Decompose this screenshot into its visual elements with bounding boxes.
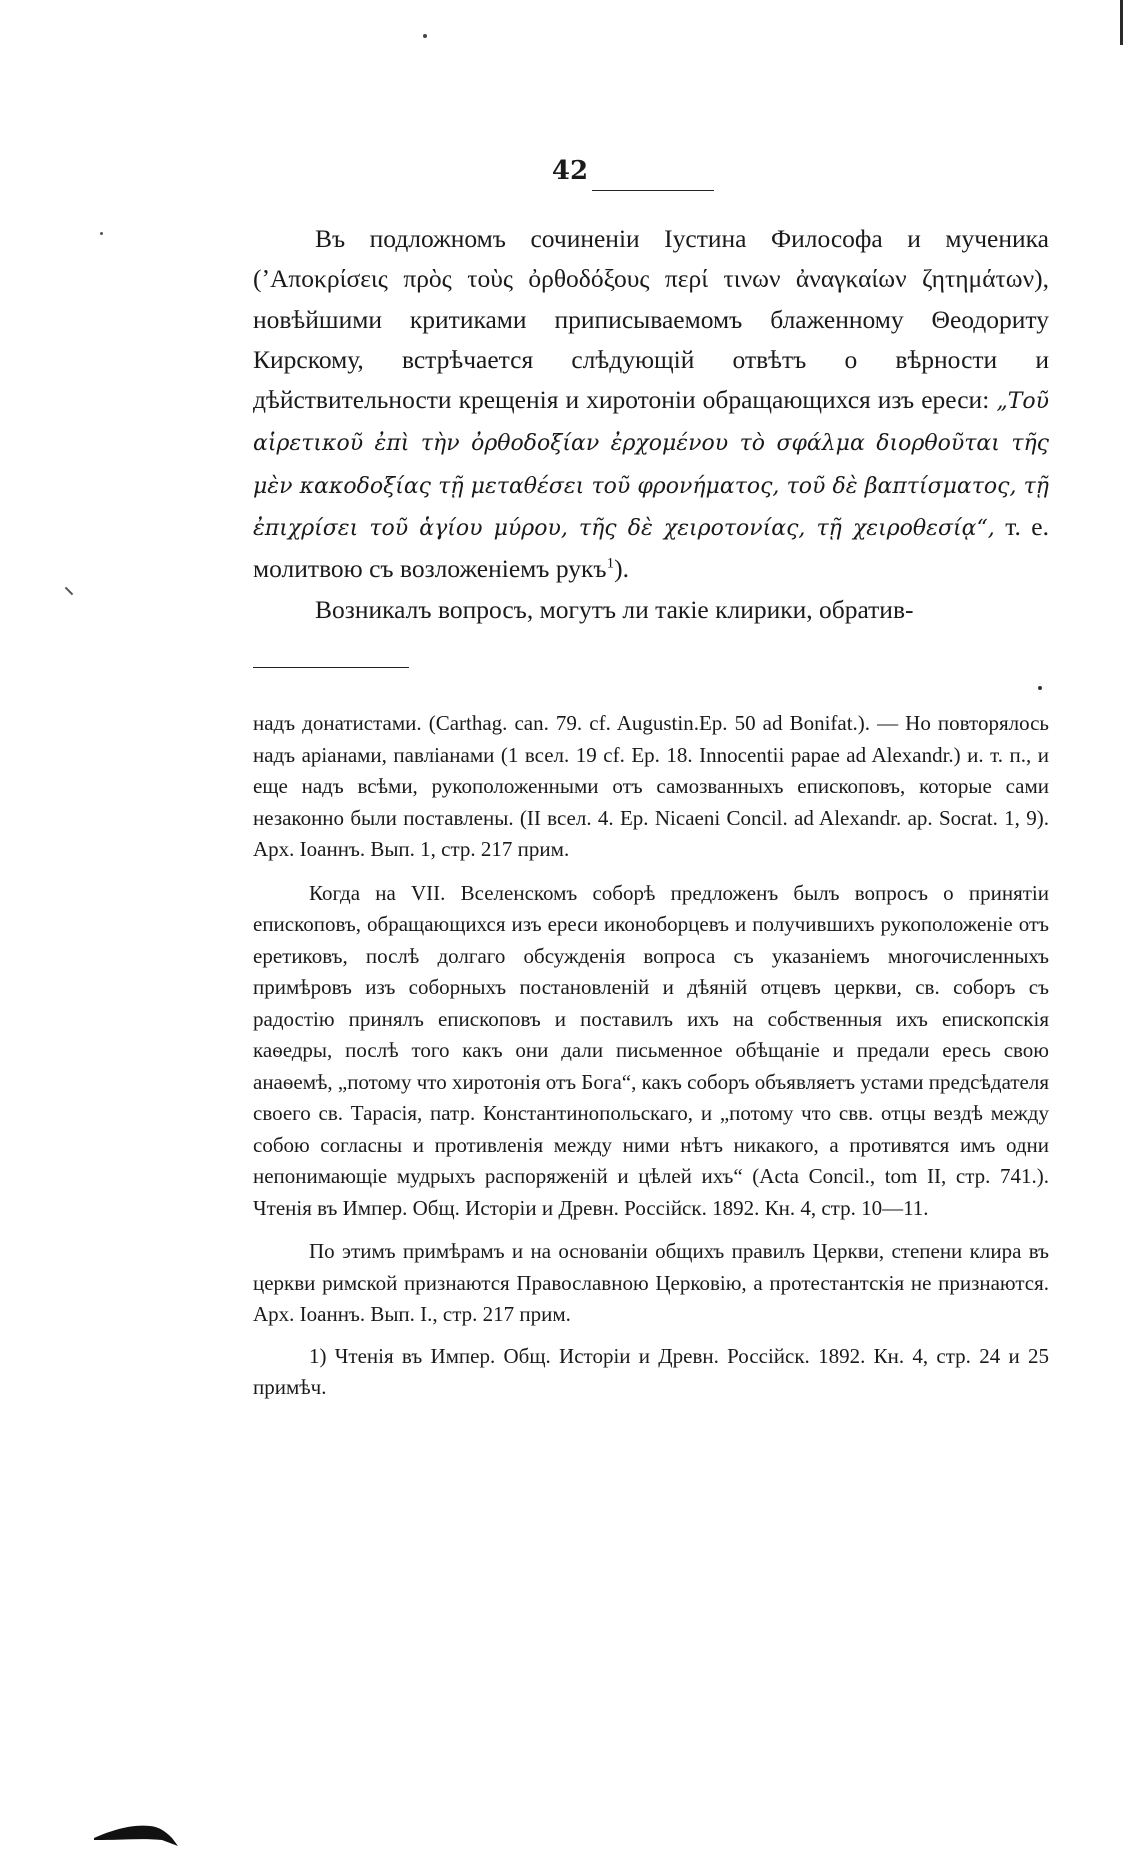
main-paragraph bbox=[253, 219, 1049, 590]
page-number: 42 bbox=[551, 156, 589, 186]
scan-speck bbox=[1038, 686, 1042, 690]
paragraph-text-end: т. е. молитвою съ возложеніемъ рукъ bbox=[253, 512, 1050, 584]
page-number-rule bbox=[592, 190, 714, 191]
ink-blot bbox=[92, 1816, 182, 1850]
paragraph-close: ). bbox=[614, 554, 629, 584]
footnote-marker[interactable]: 1 bbox=[606, 555, 615, 572]
scan-speck bbox=[65, 587, 73, 595]
footnotes-section bbox=[253, 708, 1049, 1404]
footnote-rule bbox=[253, 667, 409, 668]
scan-edge-line bbox=[1120, 0, 1123, 45]
footnote-1: 1) Чтенія въ Импер. Общ. Исторіи и Древн. Россійск. 1892. Кн. 4, стр. 24 и 25 примѣч. bbox=[253, 1343, 1049, 1399]
footnote-paragraph: Когда на VII. Вселенскомъ соборѣ предложенъ былъ вопросъ о принятіи епископовъ, обращающихся изъ ереси иконоборцевъ и получившихъ рукоположеніе отъ еретиковъ, послѣ долгаго обсужденія вопроса съ указаніемъ многочисленныхъ примѣровъ изъ соборныхъ постановленій и дѣяній отцевъ церкви, св. соборъ съ радостію принялъ епископовъ и поставилъ ихъ на собственныя ихъ епископскія каѳедры, послѣ того какъ они дали письменное обѣщаніе и предали ересь свою анаѳемѣ, „потому что хиротонія отъ Бога“, какъ соборъ объявляетъ устами предсѣдателя своего св. Тарасія, патр. Константинопольскаго, и „потому что свв. отцы вездѣ между собою согласны и противленія между ними нѣтъ никакого, а противятся имъ одни непонимающіе мудрыхъ распоряженій и цѣлей ихъ“ (Acta Concil., tom II, стр. 741.). Чтенія въ Импер. Общ. Исторіи и Древн. Россійск. 1892. Кн. 4, стр. 10—11. bbox=[253, 880, 1049, 1220]
scan-speck bbox=[100, 232, 103, 235]
scan-speck bbox=[423, 34, 427, 38]
main-text bbox=[253, 219, 1049, 630]
main-paragraph: Возникалъ вопросъ, могутъ ли такіе клирики, обратив- bbox=[315, 594, 914, 624]
paragraph-text: Въ подложномъ сочиненіи Іустина Философа и мученика (ʼАποκρίσεις πρὸς τοὺς ὀρθοδόξους περί τινων ἀναγκαίων ζητημάτων), новѣйшими критиками приписываемомъ блаженному Θеодориту Кирскому, встрѣчается слѣдующій отвѣтъ о вѣрности и дѣйствительности крещенія и хиротоніи обращающихся изъ ереси: bbox=[253, 224, 1049, 415]
greek-quote: „Τοῦ αἱρετικοῦ ἐπὶ τὴν ὀρθοδοξίαν ἐρχομένου τὸ σφάλμα διορθοῦται τῆς μὲν κακοδοξίας τῇ μεταθέσει τοῦ φρονήματος, τοῦ δὲ βαπτίσματος, τῇ ἐπιχρίσει τοῦ ἁγίου μύρου, τῆς δὲ χειροτονίας, τῇ χειροθεσίᾳ“, bbox=[253, 389, 1050, 542]
footnote-continuation: надъ донатистами. (Carthag. can. 79. cf. Augustin.Ep. 50 ad Bonifat.). — Но повторялось надъ аріанами, павліанами (1 всел. 19 cf. Ep. 18. Innocentii papae ad Alexandr.) и. т. п., и еще надъ всѣми, рукоположенными отъ самозванныхъ епископовъ, которые сами незаконно были поставлены. (II всел. 4. Ep. Nicaeni Concil. ad Alexandr. ap. Socrat. 1, 9). Арх. Іоаннъ. Вып. 1, стр. 217 прим. bbox=[253, 711, 1049, 861]
footnote-paragraph: По этимъ примѣрамъ и на основаніи общихъ правилъ Церкви, степени клира въ церкви римской признаются Православною Церковію, а протестантскія не признаются. Арх. Іоаннъ. Вып. I., стр. 217 прим. bbox=[253, 1239, 1049, 1326]
